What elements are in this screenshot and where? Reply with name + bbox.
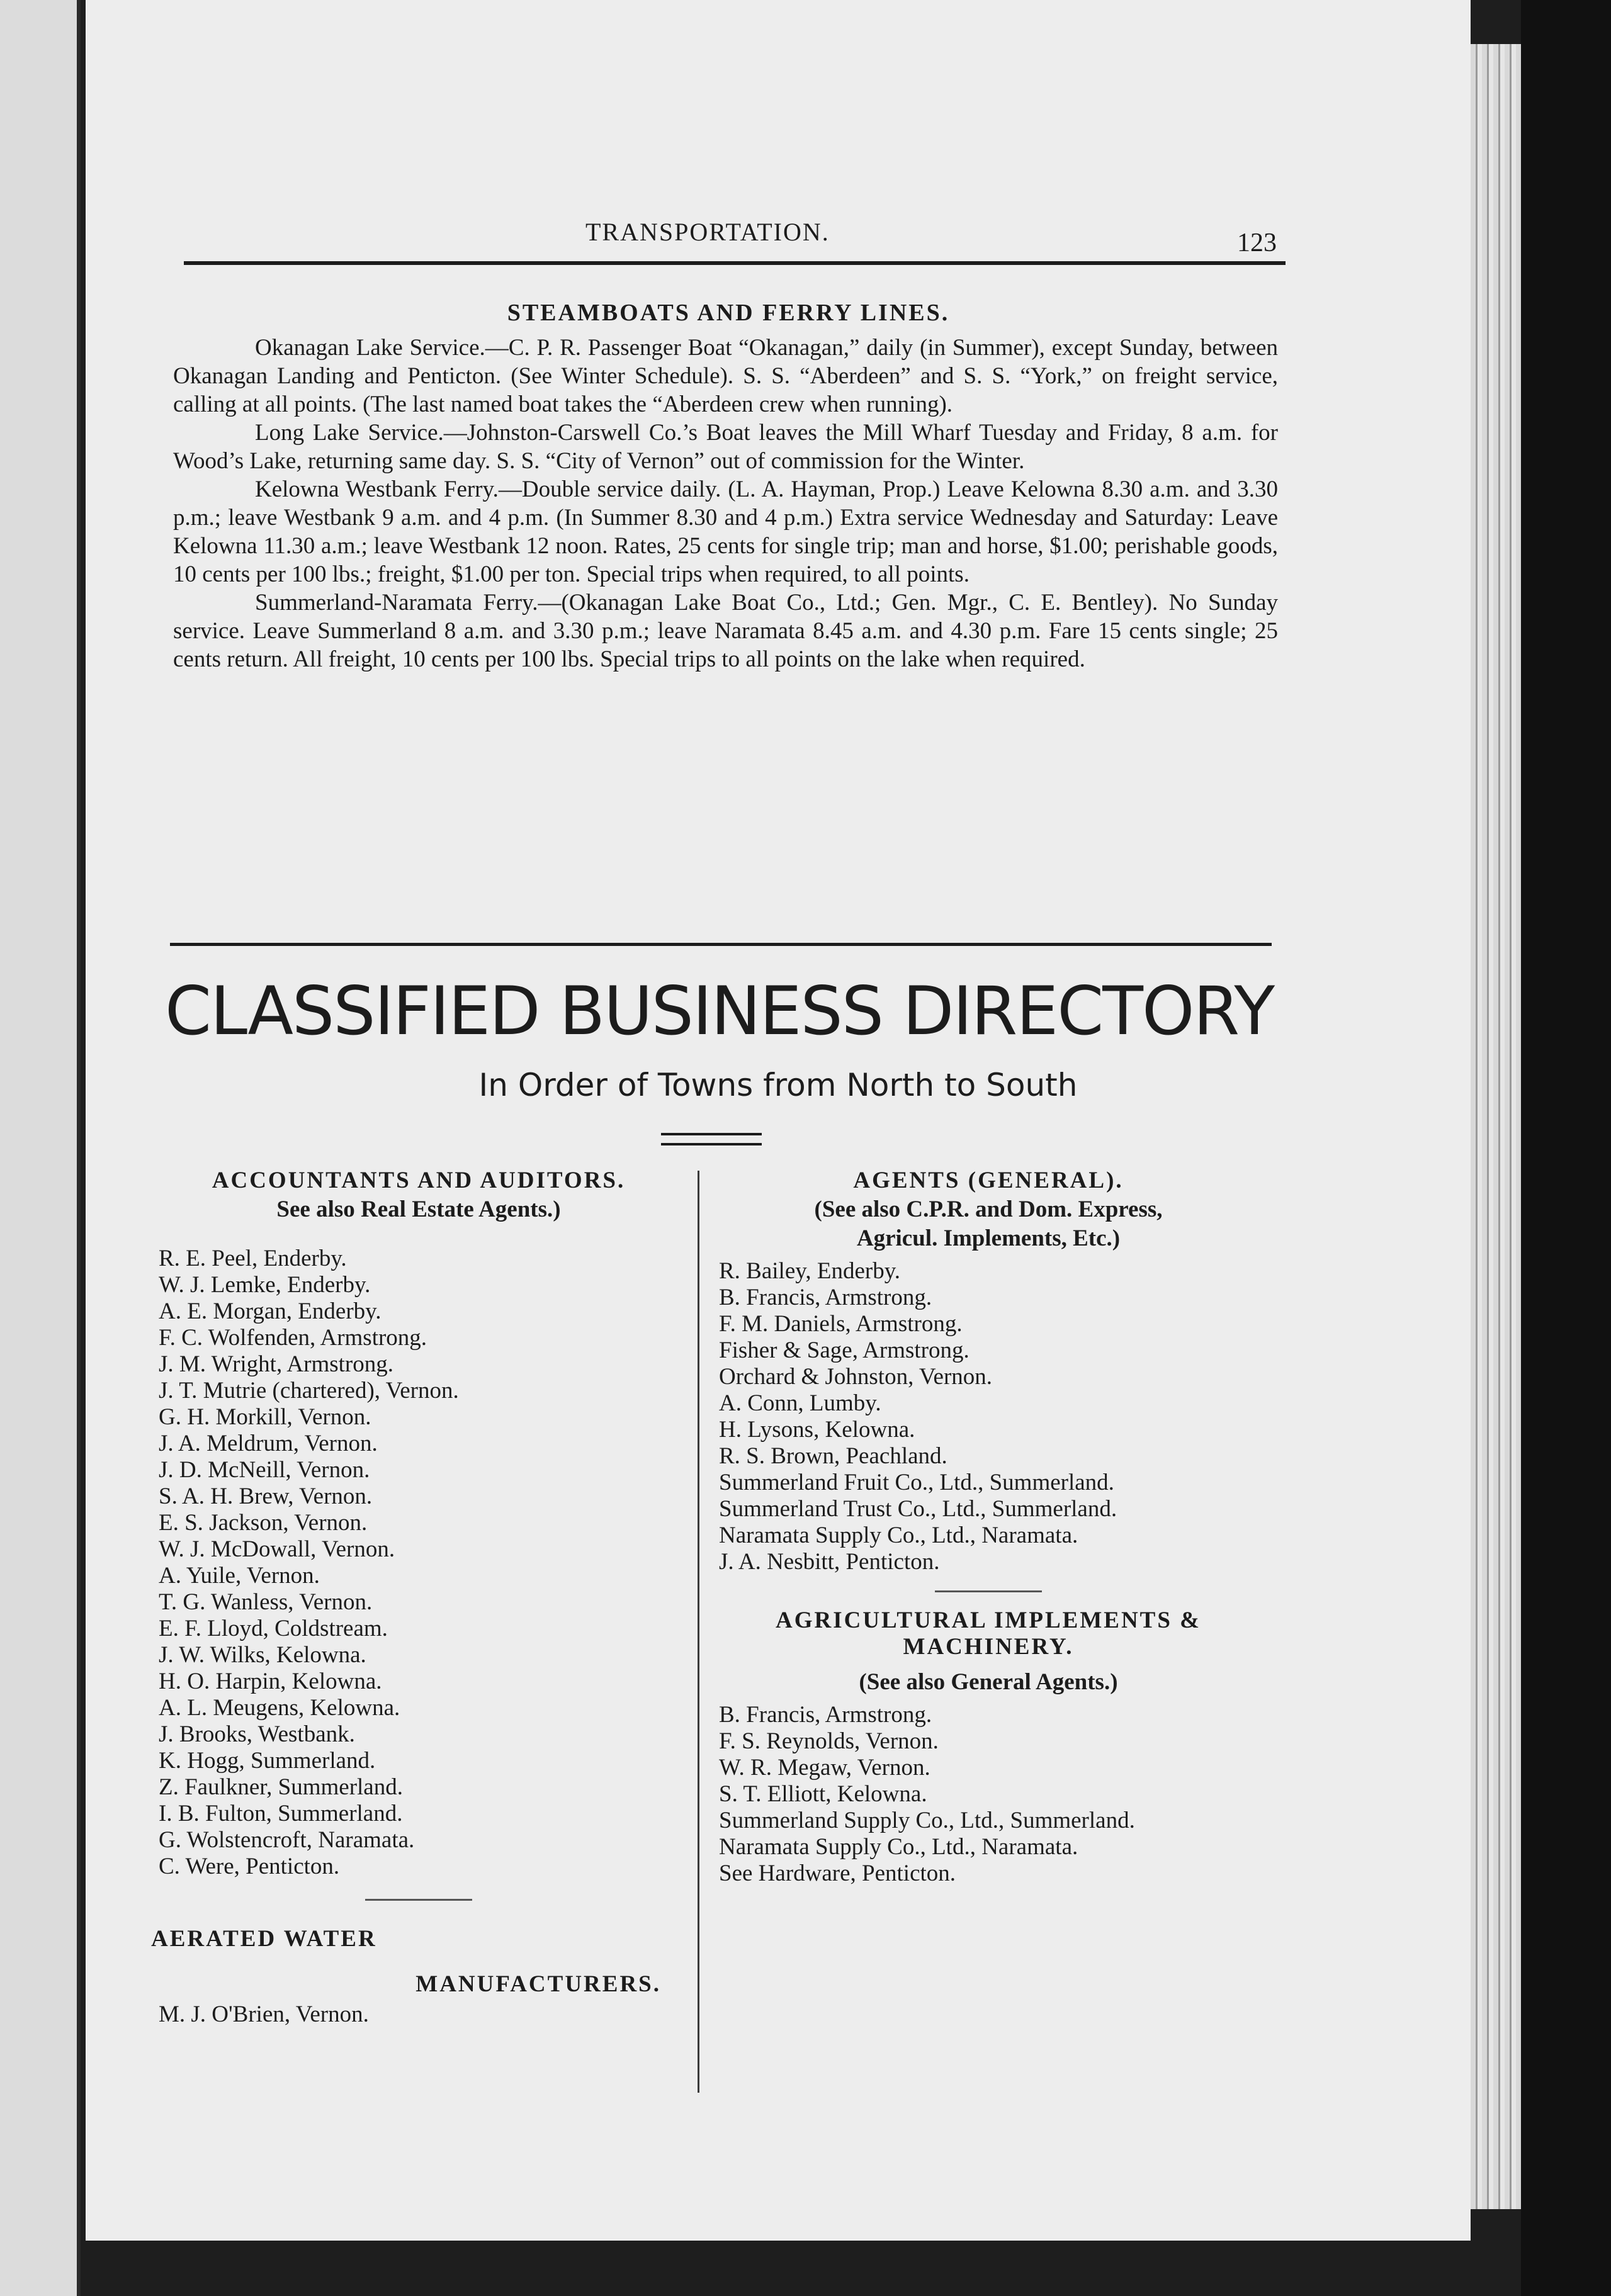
adjacent-page-edge	[0, 0, 81, 2296]
list-item: J. A. Meldrum, Vernon.	[159, 1431, 378, 1456]
list-item: J. T. Mutrie (chartered), Vernon.	[159, 1378, 459, 1404]
list-item: Orchard & Johnston, Vernon.	[719, 1364, 993, 1390]
list-item: T. G. Wanless, Vernon.	[159, 1589, 373, 1615]
list-item: J. W. Wilks, Kelowna.	[159, 1642, 366, 1668]
summerland-naramata-ferry: Summerland-Naramata Ferry.—(Okanagan Lake Boat Co., Ltd.; Gen. Mgr., C. E. Bentley). No Sunday service. Leave Summerland 8 a.m. and 3.30 p.m.; leave Naramata 8.45 a.m. and 4.30 p.m. Fare 15 cents single; 25 cents return. All freight, 10 cents per 100 lbs. Special trips to all points on the lake when required.	[173, 590, 1278, 672]
list-item: Naramata Supply Co., Ltd., Naramata.	[719, 1522, 1078, 1548]
page-stack-edge	[1471, 44, 1521, 2209]
list-item: Summerland Fruit Co., Ltd., Summerland.	[719, 1470, 1114, 1495]
category-note-agents-line1: (See also C.P.R. and Dom. Express,	[814, 1196, 1163, 1222]
list-item: I. B. Fulton, Summerland.	[159, 1801, 403, 1826]
column-divider	[698, 1171, 699, 2093]
accountants-list	[151, 1246, 686, 1880]
category-note-accountants: See also Real Estate Agents.)	[276, 1196, 561, 1222]
category-note-agricultural: (See also General Agents.)	[859, 1669, 1118, 1695]
list-item: Naramata Supply Co., Ltd., Naramata.	[719, 1834, 1078, 1860]
category-rule	[365, 1899, 472, 1901]
list-item: C. Were, Penticton.	[159, 1854, 340, 1879]
list-item: F. M. Daniels, Armstrong.	[719, 1311, 963, 1337]
list-item: B. Francis, Armstrong.	[719, 1702, 932, 1728]
directory-title: CLASSIFIED BUSINESS DIRECTORY	[165, 972, 1274, 1050]
section-rule	[170, 943, 1272, 946]
list-item: A. E. Morgan, Enderby.	[159, 1298, 382, 1324]
list-item: W. J. McDowall, Vernon.	[159, 1536, 395, 1562]
directory-subtitle: In Order of Towns from North to South	[478, 1067, 1078, 1103]
list-item: K. Hogg, Summerland.	[159, 1748, 376, 1774]
list-item: H. O. Harpin, Kelowna.	[159, 1669, 382, 1694]
list-item: J. A. Nesbitt, Penticton.	[719, 1549, 940, 1575]
list-item: See Hardware, Penticton.	[719, 1860, 956, 1886]
category-rule	[935, 1590, 1042, 1592]
list-item: Fisher & Sage, Armstrong.	[719, 1337, 969, 1363]
category-heading-agents: AGENTS (GENERAL).	[853, 1168, 1124, 1193]
list-item: R. Bailey, Enderby.	[719, 1258, 901, 1284]
list-item: Summerland Supply Co., Ltd., Summerland.	[719, 1808, 1135, 1833]
list-item: S. A. H. Brew, Vernon.	[159, 1483, 373, 1509]
list-item: W. J. Lemke, Enderby.	[159, 1272, 371, 1298]
long-lake-service: Long Lake Service.—Johnston-Carswell Co.’s Boat leaves the Mill Wharf Tuesday and Friday, 8 a.m. for Wood’s Lake, returning same day. S. S. “City of Vernon” out of commission for the Winter.	[173, 420, 1278, 474]
left-column	[151, 1168, 686, 2028]
list-item: B. Francis, Armstrong.	[719, 1285, 932, 1310]
kelowna-westbank-ferry: Kelowna Westbank Ferry.—Double service daily. (L. A. Hayman, Prop.) Leave Kelowna 8.30 a.m. and 3.30 p.m.; leave Westbank 9 a.m. and 4 p.m. (In Summer 8.30 and 4 p.m.) Extra service Wednesday and Saturday: Leave Kelowna 11.30 a.m.; leave Westbank 12 noon. Rates, 25 cents for single trip; man and horse, $1.00; perishable goods, 10 cents per 100 lbs.; freight, $1.00 per ton. Special trips when required, to all points.	[173, 476, 1278, 587]
header-rule	[184, 261, 1286, 265]
list-item: S. T. Elliott, Kelowna.	[719, 1781, 927, 1807]
list-item: W. R. Megaw, Vernon.	[719, 1755, 930, 1781]
category-heading-agricultural-line2: MACHINERY.	[903, 1634, 1074, 1660]
page-number: 123	[1237, 228, 1277, 257]
category-heading-aerated-line2: MANUFACTURERS.	[415, 1971, 661, 1997]
right-column	[711, 1168, 1265, 1887]
list-item: G. Wolstencroft, Naramata.	[159, 1827, 415, 1853]
list-item: Summerland Trust Co., Ltd., Summerland.	[719, 1496, 1117, 1522]
list-item: E. F. Lloyd, Coldstream.	[159, 1616, 388, 1641]
list-item: A. Conn, Lumby.	[719, 1390, 881, 1416]
list-item: F. C. Wolfenden, Armstrong.	[159, 1325, 427, 1351]
directory-page	[86, 0, 1471, 2241]
running-head: TRANSPORTATION.	[585, 218, 830, 246]
background-dark	[1521, 0, 1611, 2296]
category-heading-agricultural-line1: AGRICULTURAL IMPLEMENTS &	[776, 1607, 1201, 1633]
list-item: F. S. Reynolds, Vernon.	[719, 1728, 939, 1754]
okanagan-lake-service: Okanagan Lake Service.—C. P. R. Passenger Boat “Okanagan,” daily (in Summer), except Sunday, between Okanagan Landing and Penticton. (See Winter Schedule). S. S. “Aberdeen” and S. S. “York,” on freight service, calling at all points. (The last named boat takes the “Aberdeen crew when running).	[173, 335, 1278, 417]
list-item: H. Lysons, Kelowna.	[719, 1417, 915, 1443]
list-item: G. H. Morkill, Vernon.	[159, 1404, 371, 1430]
list-item: J. D. McNeill, Vernon.	[159, 1457, 370, 1483]
category-note-agents-line2: Agricul. Implements, Etc.)	[856, 1225, 1121, 1251]
list-item: Z. Faulkner, Summerland.	[159, 1774, 403, 1800]
list-item: R. S. Brown, Peachland.	[719, 1443, 947, 1469]
list-item: R. E. Peel, Enderby.	[159, 1246, 347, 1271]
transport-section-heading: STEAMBOATS AND FERRY LINES.	[507, 300, 950, 326]
list-item: J. Brooks, Westbank.	[159, 1721, 355, 1747]
list-item: A. Yuile, Vernon.	[159, 1563, 320, 1589]
title-double-rule	[661, 1133, 762, 1145]
list-item: M. J. O'Brien, Vernon.	[159, 2001, 369, 2027]
list-item: A. L. Meugens, Kelowna.	[159, 1695, 400, 1721]
transport-section	[173, 334, 1278, 673]
agents-list	[711, 1258, 1265, 1575]
category-heading-aerated-line1: AERATED WATER	[151, 1926, 377, 1952]
category-heading-accountants: ACCOUNTANTS AND AUDITORS.	[212, 1168, 626, 1193]
list-item: E. S. Jackson, Vernon.	[159, 1510, 368, 1536]
list-item: J. M. Wright, Armstrong.	[159, 1351, 393, 1377]
agricultural-list	[711, 1702, 1265, 1887]
